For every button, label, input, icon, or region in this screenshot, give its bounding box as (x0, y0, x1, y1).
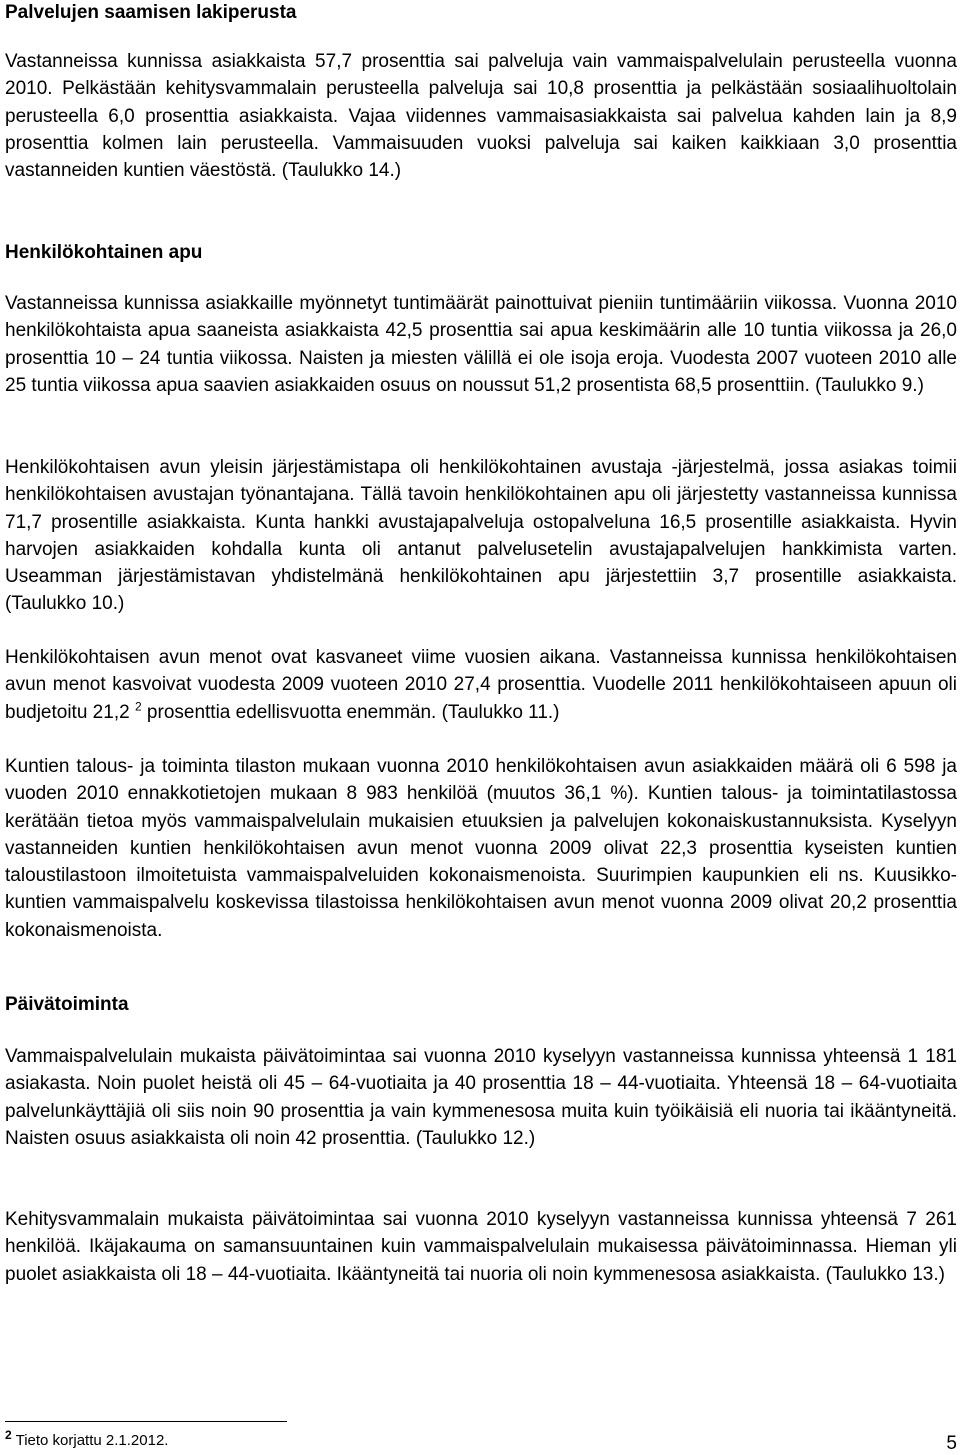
paragraph-assistance-hours: Vastanneissa kunnissa asiakkaille myönnetyt tuntimäärät painottuivat pieniin tuntimääriin viikossa. Vuonna 2010 henkilökohtaista apua saaneista asiakkaista 42,5 prosenttia sai apua keskimäärin alle 10 tuntia viikossa ja 26,0 prosenttia 10 – 24 tuntia viikossa. Naisten ja miesten välillä ei ole isoja eroja. Vuodesta 2007 vuoteen 2010 alle 25 tuntia viikossa apua saavien asiakkaiden osuus on noussut 51,2 prosentista 68,5 prosenttiin. (Taulukko 9.) (5, 293, 957, 396)
page-number: 5 (946, 1433, 957, 1454)
section-heading-day-activity: Päivätoiminta (5, 994, 129, 1015)
footnote-reference[interactable]: 2 (134, 699, 142, 714)
paragraph-costs-text-start: Henkilökohtaisen avun menot ovat kasvaneet viime vuosien aikana. Vastanneissa kunnissa henkilökohtaisen avun menot kasvoivat vuodesta 2009 vuoteen 2010 27,4 prosenttia. Vuodelle 2011 henkilökohtaiseen apuun oli budjetoitu 21,2 (5, 647, 957, 723)
paragraph-legal-basis: Vastanneissa kunnissa asiakkaista 57,7 prosenttia sai palveluja vain vammaispalvelulain perusteella vuonna 2010. Pelkästään kehitysvammalain perusteella palveluja sai 10,8 prosenttia ja pelkästään sosiaalihuoltolain perusteella 6,0 prosenttia asiakkaista. Vajaa viidennes vammaisasiakkaista sai palvelua kahden lain ja 8,9 prosenttia kolmen lain perusteella. Vammaisuuden vuoksi palveluja sai kaiken kaikkiaan 3,0 prosenttia vastanneiden kuntien väestöstä. (Taulukko 14.) (5, 51, 957, 182)
paragraph-assistance-arrangement: Henkilökohtaisen avun yleisin järjestämistapa oli henkilökohtainen avustaja -järjestelmä, jossa asiakas toimii henkilökohtaisen avustajan työnantajana. Tällä tavoin henkilökohtainen apu oli järjestetty vastanneissa kunnissa 71,7 prosentille asiakkaista. Kunta hankki avustajapalveluja ostopalveluna 16,5 prosentille asiakkaista. Hyvin harvojen asiakkaiden kohdalla kunta oli antanut palvelusetelin avustajapalvelujen hankkimista varten. Useamman järjestämistavan yhdistelmänä henkilökohtainen apu järjestettiin 3,7 prosentille asiakkaista. (Taulukko 10.) (5, 457, 957, 615)
section-heading-personal-assistance: Henkilökohtainen apu (5, 242, 203, 263)
paragraph-assistance-costs (5, 644, 957, 726)
paragraph-statistics: Kuntien talous- ja toiminta tilaston mukaan vuonna 2010 henkilökohtaisen avun asiakkaiden määrä oli 6 598 ja vuoden 2010 ennakkotietojen mukaan 8 983 henkilöä (muutos 36,1 %). Kuntien talous- ja toimintatilastossa kerätään tietoa myös vammaispalvelulain mukaisien etuuksien ja palvelujen kokonaiskustannuksista. Kyselyyn vastanneiden kuntien henkilökohtaisen avun menot vuonna 2009 olivat 22,3 prosenttia kyseisten kuntien taloustilastoon ilmoitetuista vammaispalveluiden kokonaismenoista. Suurimpien kaupunkien eli ns. Kuusikko-kuntien vammaispalvelu koskevissa tilastoissa henkilökohtaisen avun menot vuonna 2009 olivat 20,2 prosenttia kokonaismenoista. (5, 756, 957, 941)
section-heading-legal-basis: Palvelujen saamisen lakiperusta (5, 2, 297, 23)
footnote-divider (5, 1421, 287, 1422)
footnote (5, 1428, 169, 1450)
footnote-text: Tieto korjattu 2.1.2012. (11, 1432, 169, 1449)
paragraph-day-activity-intellectual: Kehitysvammalain mukaista päivätoimintaa sai vuonna 2010 kyselyyn vastanneissa kunnissa yhteensä 7 261 henkilöä. Ikäjakauma on samansuuntainen kuin vammaispalvelulain mukaisessa päivätoiminnassa. Hieman yli puolet asiakkaista oli 18 – 44-vuotiaita. Ikääntyneitä tai nuoria oli noin kymmenesosa asiakkaista. (Taulukko 13.) (5, 1209, 957, 1285)
paragraph-costs-text-end: prosenttia edellisvuotta enemmän. (Taulukko 11.) (141, 701, 560, 723)
paragraph-day-activity-disability: Vammaispalvelulain mukaista päivätoimintaa sai vuonna 2010 kyselyyn vastanneissa kunnissa yhteensä 1 181 asiakasta. Noin puolet heistä oli 45 – 64-vuotiaita ja 40 prosenttia 18 – 44-vuotiaita. Yhteensä 18 – 64-vuotiaita palvelunkäyttäjiä oli siis noin 90 prosenttia ja vain kymmenesosa muita kuin työikäisiä eli nuoria tai ikääntyneitä. Naisten osuus asiakkaista oli noin 42 prosenttia. (Taulukko 12.) (5, 1046, 957, 1149)
footnote-mark: 2 (5, 1428, 12, 1442)
